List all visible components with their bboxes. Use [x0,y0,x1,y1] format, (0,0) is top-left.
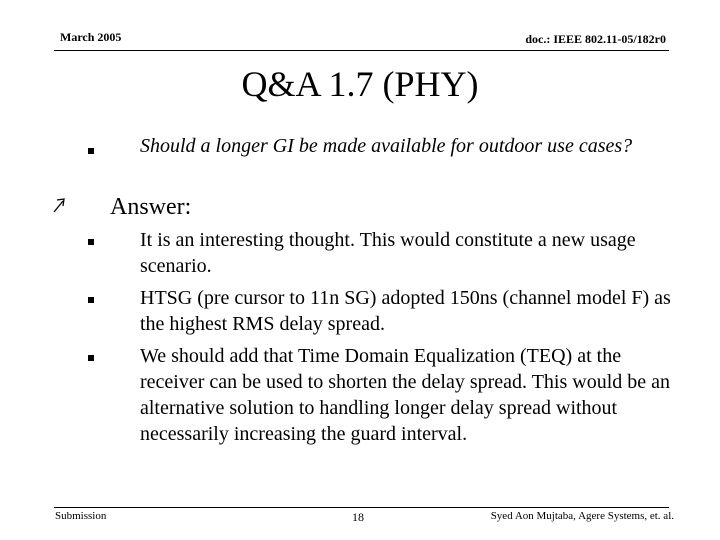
footer-author: Syed Aon Mujtaba, Agere Systems, et. al. [490,510,674,522]
footer-divider [54,507,669,508]
square-bullet-icon [88,239,94,245]
answer-item: We should add that Time Domain Equalization (TEQ) at the receiver can be used to shorten the delay spread. This would be an alternative solution to handling longer delay spread without necessarily increasing the guard interval. [140,345,670,445]
answer-label: Answer: [110,194,192,220]
square-bullet-icon [88,297,94,303]
answer-item: HTSG (pre cursor to 11n SG) adopted 150ns (channel model F) as the highest RMS delay spread. [140,287,671,335]
header-doc-id: doc.: IEEE 802.11-05/182r0 [525,32,666,46]
answer-item: It is an interesting thought. This would constitute a new usage scenario. [140,229,636,277]
footer-submission: Submission [55,510,107,522]
question-text: Should a longer GI be made available for outdoor use cases? [140,135,633,157]
header-date: March 2005 [60,30,122,44]
page-number: 18 [352,510,364,524]
square-bullet-icon [88,355,94,361]
slide-title: Q&A 1.7 (PHY) [241,64,479,104]
square-bullet-icon [88,148,94,154]
arrow-up-right-icon [52,196,66,214]
header-divider [54,50,669,51]
